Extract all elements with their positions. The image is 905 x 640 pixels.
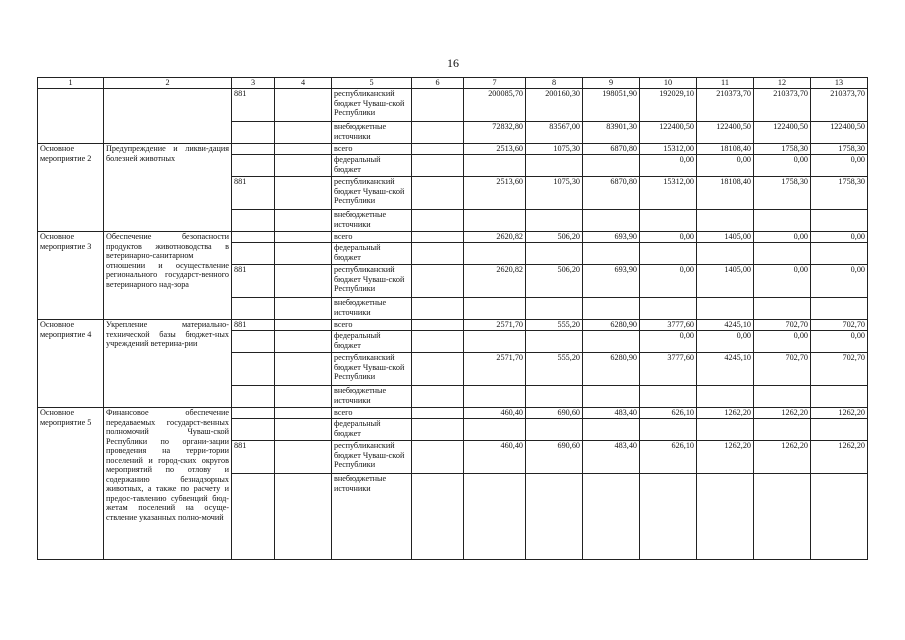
value-cell [464, 331, 526, 353]
empty-cell [412, 265, 464, 298]
column-header: 5 [332, 78, 412, 89]
table-row [38, 320, 868, 331]
value-cell [697, 210, 754, 232]
value-cell: 122400,50 [754, 122, 811, 144]
measure-description: Предупреждение и ликви-дация болезней животных [104, 144, 232, 232]
value-cell: 2571,70 [464, 320, 526, 331]
source-label: всего [332, 320, 412, 331]
source-label: республиканский бюджет Чуваш-ской Республики [332, 441, 412, 474]
value-cell: 483,40 [583, 441, 640, 474]
value-cell [640, 243, 697, 265]
value-cell [754, 386, 811, 408]
value-cell: 4245,10 [697, 353, 754, 386]
value-cell [583, 419, 640, 441]
value-cell: 15312,00 [640, 177, 697, 210]
empty-cell [275, 232, 332, 243]
value-cell [464, 210, 526, 232]
column-header: 2 [104, 78, 232, 89]
value-cell: 693,90 [583, 232, 640, 243]
value-cell [526, 210, 583, 232]
source-label: всего [332, 408, 412, 419]
value-cell: 18108,40 [697, 144, 754, 155]
empty-cell [275, 155, 332, 177]
value-cell [583, 474, 640, 560]
source-label: республиканский бюджет Чуваш-ской Республики [332, 89, 412, 122]
source-label: федеральный бюджет [332, 155, 412, 177]
value-cell [697, 243, 754, 265]
value-cell [754, 298, 811, 320]
value-cell: 122400,50 [640, 122, 697, 144]
value-cell [464, 419, 526, 441]
value-cell: 702,70 [811, 320, 868, 331]
value-cell: 1262,20 [754, 408, 811, 419]
empty-cell [412, 122, 464, 144]
value-cell [811, 243, 868, 265]
value-cell [526, 243, 583, 265]
empty-cell [275, 419, 332, 441]
source-label: внебюджетные источники [332, 298, 412, 320]
value-cell [811, 298, 868, 320]
column-header: 8 [526, 78, 583, 89]
value-cell: 2513,60 [464, 144, 526, 155]
budget-code: 881 [232, 177, 275, 210]
value-cell: 210373,70 [697, 89, 754, 122]
value-cell: 506,20 [526, 232, 583, 243]
value-cell: 0,00 [640, 155, 697, 177]
value-cell [697, 298, 754, 320]
value-cell: 1075,30 [526, 144, 583, 155]
value-cell [640, 474, 697, 560]
empty-cell [275, 122, 332, 144]
value-cell: 2513,60 [464, 177, 526, 210]
value-cell: 198051,90 [583, 89, 640, 122]
empty-cell [275, 353, 332, 386]
empty-cell [412, 243, 464, 265]
value-cell: 0,00 [754, 331, 811, 353]
value-cell: 626,10 [640, 408, 697, 419]
column-header: 13 [811, 78, 868, 89]
column-header: 9 [583, 78, 640, 89]
value-cell: 15312,00 [640, 144, 697, 155]
value-cell: 690,60 [526, 408, 583, 419]
header-row [38, 78, 868, 89]
measure-title: Основное мероприятие 2 [38, 144, 104, 232]
value-cell: 6280,90 [583, 320, 640, 331]
source-label: внебюджетные источники [332, 210, 412, 232]
empty-cell [232, 122, 275, 144]
value-cell [754, 210, 811, 232]
value-cell: 0,00 [697, 155, 754, 177]
empty-cell [275, 144, 332, 155]
measure-title: Основное мероприятие 5 [38, 408, 104, 560]
source-label: внебюджетные источники [332, 474, 412, 560]
measure-description: Финансовое обеспечение передаваемых государст-венных полномочий Чуваш-ской Республики по органи-зации проведения на терри-тории поселений и город-ских округов мероприятий по отлову и содержанию безнадзорных животных, а также по расчету и предос-тавлению субвенций бюд-жетам поселений на осуще-ствление указанных полно-мочий [104, 408, 232, 560]
source-label: внебюджетные источники [332, 122, 412, 144]
value-cell: 0,00 [640, 232, 697, 243]
value-cell: 0,00 [697, 331, 754, 353]
value-cell: 1262,20 [697, 408, 754, 419]
value-cell: 192029,10 [640, 89, 697, 122]
value-cell: 555,20 [526, 320, 583, 331]
value-cell: 1262,20 [754, 441, 811, 474]
value-cell [811, 419, 868, 441]
source-label: федеральный бюджет [332, 419, 412, 441]
value-cell: 1758,30 [754, 177, 811, 210]
budget-code [232, 408, 275, 419]
value-cell [754, 243, 811, 265]
value-cell: 0,00 [640, 265, 697, 298]
value-cell: 1262,20 [811, 441, 868, 474]
budget-code [232, 353, 275, 386]
value-cell: 460,40 [464, 441, 526, 474]
value-cell [464, 474, 526, 560]
value-cell: 702,70 [811, 353, 868, 386]
value-cell: 1758,30 [754, 144, 811, 155]
value-cell [640, 419, 697, 441]
value-cell: 702,70 [754, 320, 811, 331]
measure-description: Укрепление материально-технической базы бюджет-ных учреждений ветерина-рии [104, 320, 232, 408]
measure-title [38, 89, 104, 144]
empty-cell [412, 144, 464, 155]
empty-cell [275, 386, 332, 408]
value-cell [640, 210, 697, 232]
column-header: 3 [232, 78, 275, 89]
value-cell [640, 298, 697, 320]
value-cell: 1405,00 [697, 232, 754, 243]
source-label: федеральный бюджет [332, 243, 412, 265]
value-cell: 1758,30 [811, 144, 868, 155]
value-cell [640, 386, 697, 408]
empty-cell [412, 155, 464, 177]
column-header: 10 [640, 78, 697, 89]
table-row [38, 89, 868, 122]
empty-cell [275, 89, 332, 122]
value-cell: 1075,30 [526, 177, 583, 210]
value-cell [811, 210, 868, 232]
value-cell: 2571,70 [464, 353, 526, 386]
source-label: республиканский бюджет Чуваш-ской Республики [332, 177, 412, 210]
value-cell [464, 243, 526, 265]
value-cell: 200160,30 [526, 89, 583, 122]
empty-cell [412, 210, 464, 232]
value-cell [811, 386, 868, 408]
empty-cell [412, 441, 464, 474]
value-cell [464, 155, 526, 177]
value-cell [583, 386, 640, 408]
measure-description [104, 89, 232, 144]
value-cell: 6870,80 [583, 144, 640, 155]
budget-code [232, 474, 275, 560]
value-cell [583, 155, 640, 177]
value-cell [583, 243, 640, 265]
value-cell: 1262,20 [697, 441, 754, 474]
value-cell [526, 155, 583, 177]
column-header: 7 [464, 78, 526, 89]
value-cell: 626,10 [640, 441, 697, 474]
value-cell: 506,20 [526, 265, 583, 298]
empty-cell [412, 353, 464, 386]
value-cell: 18108,40 [697, 177, 754, 210]
value-cell [464, 298, 526, 320]
empty-cell [275, 441, 332, 474]
value-cell: 1758,30 [811, 177, 868, 210]
column-header: 11 [697, 78, 754, 89]
column-header: 6 [412, 78, 464, 89]
value-cell [697, 386, 754, 408]
budget-code [232, 386, 275, 408]
value-cell: 2620,82 [464, 232, 526, 243]
budget-table [37, 77, 868, 560]
table-row [38, 232, 868, 243]
empty-cell [275, 320, 332, 331]
value-cell [811, 474, 868, 560]
value-cell: 210373,70 [811, 89, 868, 122]
value-cell: 483,40 [583, 408, 640, 419]
source-label: внебюджетные источники [332, 386, 412, 408]
empty-cell [412, 331, 464, 353]
empty-cell [275, 331, 332, 353]
value-cell: 555,20 [526, 353, 583, 386]
value-cell: 122400,50 [811, 122, 868, 144]
measure-title: Основное мероприятие 4 [38, 320, 104, 408]
budget-code [232, 210, 275, 232]
value-cell: 83567,00 [526, 122, 583, 144]
value-cell [697, 419, 754, 441]
value-cell [526, 419, 583, 441]
empty-cell [412, 89, 464, 122]
value-cell: 1405,00 [697, 265, 754, 298]
value-cell: 0,00 [811, 331, 868, 353]
value-cell [754, 474, 811, 560]
value-cell: 0,00 [811, 155, 868, 177]
value-cell: 0,00 [754, 232, 811, 243]
empty-cell [275, 243, 332, 265]
value-cell: 210373,70 [754, 89, 811, 122]
empty-cell [412, 320, 464, 331]
value-cell: 690,60 [526, 441, 583, 474]
source-label: республиканский бюджет Чуваш-ской Республики [332, 265, 412, 298]
value-cell: 460,40 [464, 408, 526, 419]
budget-code [232, 243, 275, 265]
value-cell: 702,70 [754, 353, 811, 386]
value-cell: 6870,80 [583, 177, 640, 210]
source-label: всего [332, 144, 412, 155]
budget-code: 881 [232, 89, 275, 122]
empty-cell [275, 474, 332, 560]
empty-cell [412, 298, 464, 320]
value-cell: 0,00 [754, 155, 811, 177]
budget-code [232, 419, 275, 441]
budget-code [232, 155, 275, 177]
value-cell [526, 331, 583, 353]
column-header: 1 [38, 78, 104, 89]
value-cell: 122400,50 [697, 122, 754, 144]
value-cell: 4245,10 [697, 320, 754, 331]
budget-code [232, 144, 275, 155]
value-cell [583, 298, 640, 320]
measure-description: Обеспечение безопасности продуктов животноводства в ветеринарно-санитарном отношении и осуществление регионального государст-венного ветеринарного над-зора [104, 232, 232, 320]
value-cell: 6280,90 [583, 353, 640, 386]
budget-code [232, 331, 275, 353]
empty-cell [275, 298, 332, 320]
empty-cell [412, 232, 464, 243]
value-cell [754, 419, 811, 441]
empty-cell [412, 408, 464, 419]
value-cell [526, 474, 583, 560]
value-cell: 3777,60 [640, 353, 697, 386]
value-cell [583, 331, 640, 353]
value-cell [526, 386, 583, 408]
table-row [38, 144, 868, 155]
value-cell [526, 298, 583, 320]
column-header: 12 [754, 78, 811, 89]
empty-cell [275, 408, 332, 419]
empty-cell [412, 474, 464, 560]
empty-cell [412, 419, 464, 441]
source-label: всего [332, 232, 412, 243]
source-label: республиканский бюджет Чуваш-ской Республики [332, 353, 412, 386]
value-cell: 693,90 [583, 265, 640, 298]
value-cell: 83901,30 [583, 122, 640, 144]
budget-code: 881 [232, 265, 275, 298]
budget-code [232, 298, 275, 320]
budget-code: 881 [232, 320, 275, 331]
budget-code [232, 232, 275, 243]
page-number: 16 [447, 56, 459, 70]
source-label: федеральный бюджет [332, 331, 412, 353]
value-cell: 1262,20 [811, 408, 868, 419]
table-row [38, 408, 868, 419]
value-cell: 3777,60 [640, 320, 697, 331]
budget-code: 881 [232, 441, 275, 474]
value-cell: 0,00 [811, 232, 868, 243]
empty-cell [412, 386, 464, 408]
measure-title: Основное мероприятие 3 [38, 232, 104, 320]
value-cell: 0,00 [754, 265, 811, 298]
empty-cell [412, 177, 464, 210]
value-cell: 0,00 [640, 331, 697, 353]
empty-cell [275, 265, 332, 298]
value-cell [697, 474, 754, 560]
empty-cell [275, 177, 332, 210]
value-cell: 200085,70 [464, 89, 526, 122]
column-header: 4 [275, 78, 332, 89]
value-cell: 72832,80 [464, 122, 526, 144]
value-cell: 2620,82 [464, 265, 526, 298]
value-cell: 0,00 [811, 265, 868, 298]
value-cell [464, 386, 526, 408]
value-cell [583, 210, 640, 232]
empty-cell [275, 210, 332, 232]
